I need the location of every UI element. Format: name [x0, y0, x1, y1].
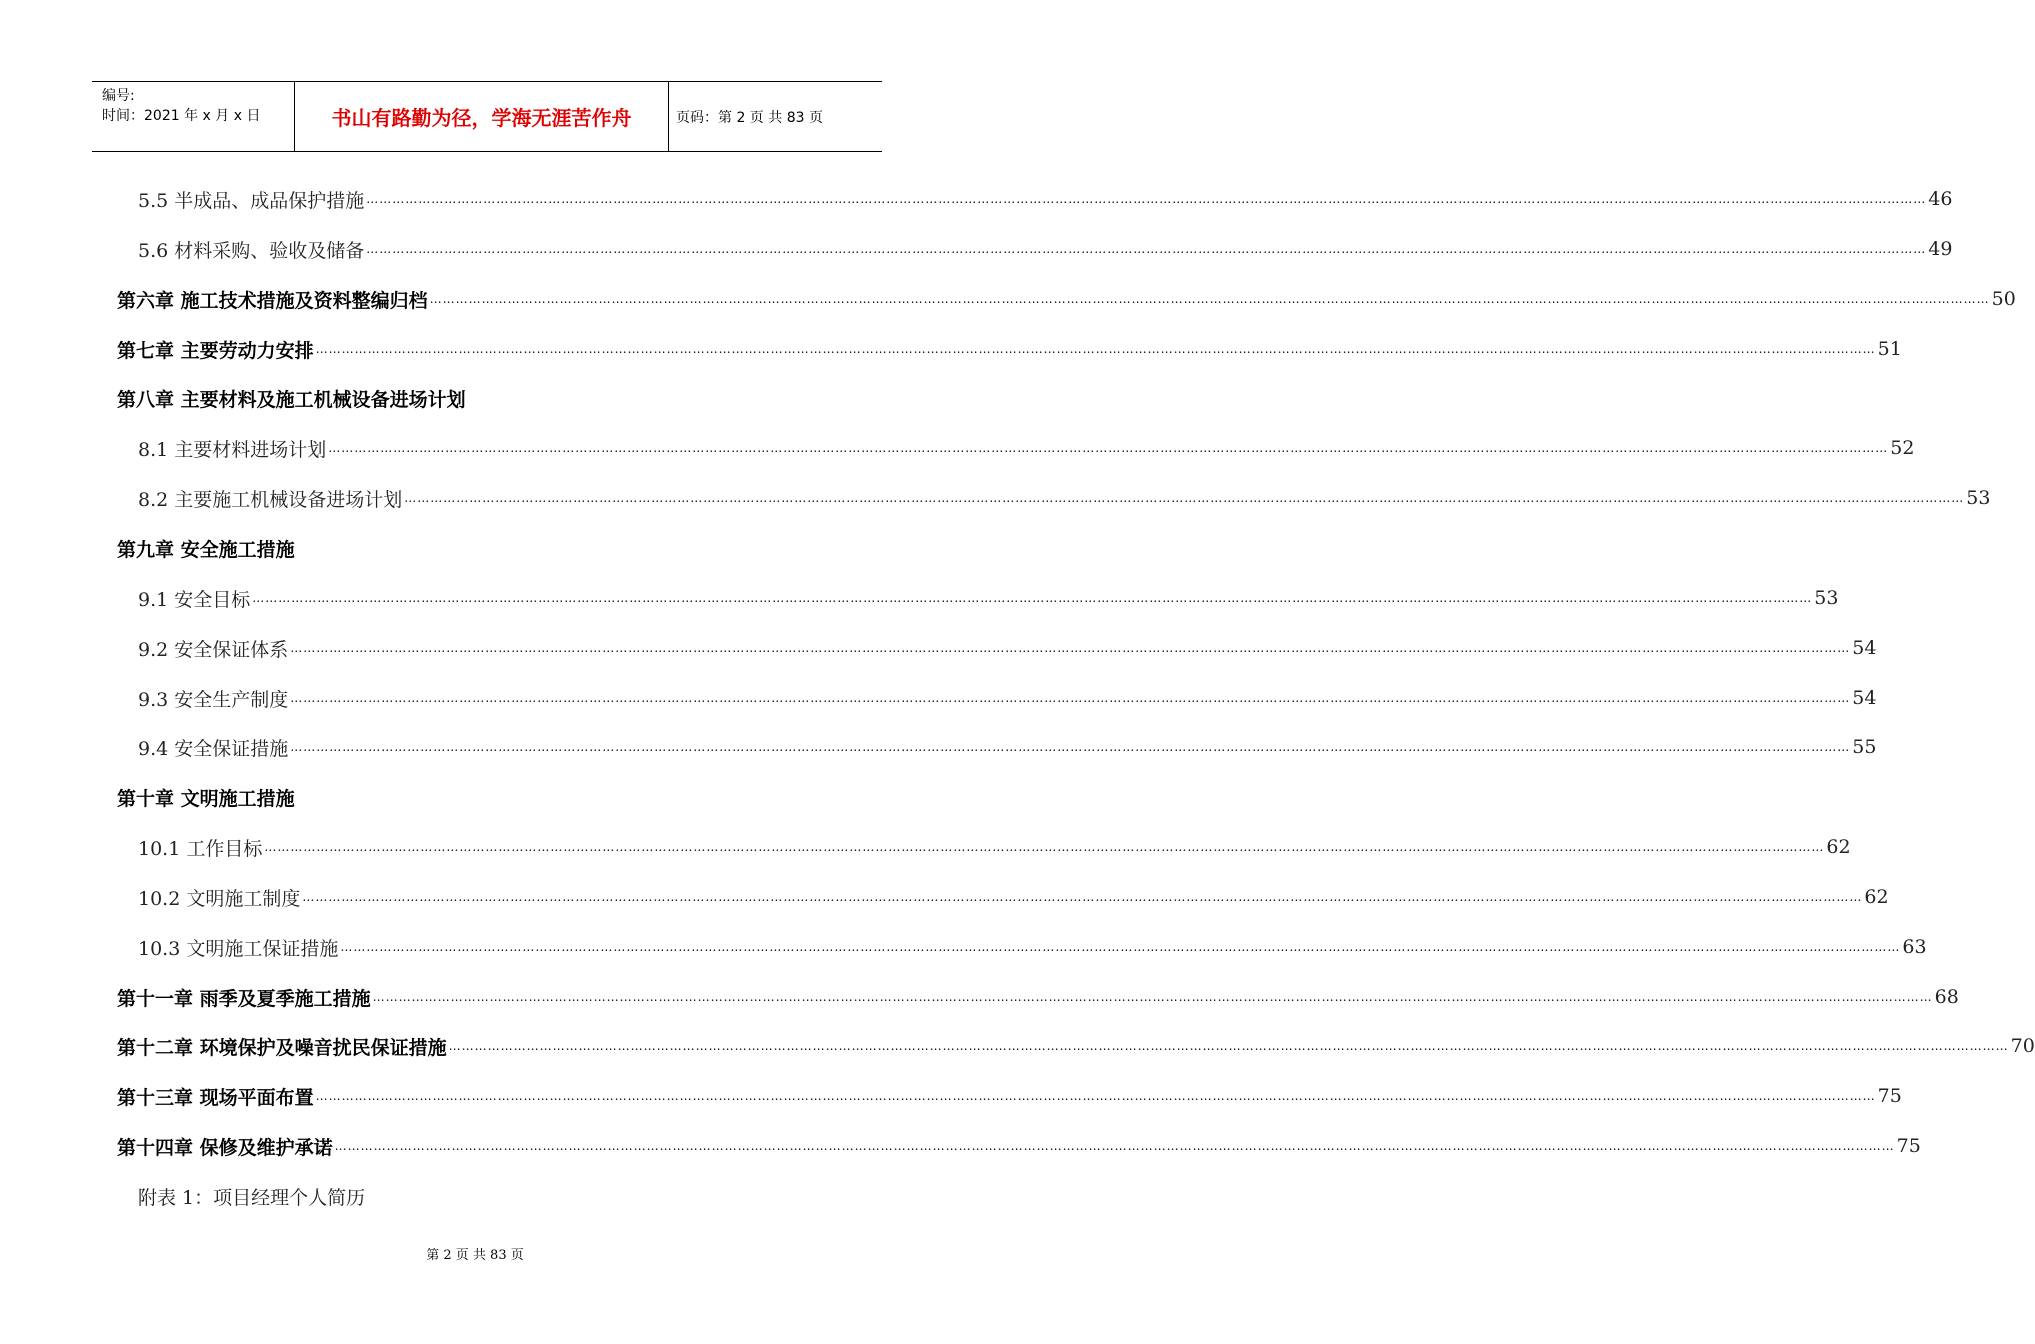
toc-page-number: 53	[1814, 587, 1839, 609]
toc-page-number: 62	[1864, 886, 1889, 908]
toc-chapter-entry[interactable]	[117, 1081, 1902, 1111]
toc-dot-leader: ………………………………………………………………………………………………………………………………………………………………………………………………………………………………………………………………………………………………………………………………	[290, 740, 1851, 754]
toc-chapter-entry[interactable]	[117, 982, 1959, 1012]
toc-entry-title: 10.2 文明施工制度	[138, 887, 301, 910]
toc-dot-leader: ………………………………………………………………………………………………………………………………………………………………………………………………………………………………………………………………………………………………………………………………	[264, 840, 1825, 854]
toc-section-entry[interactable]	[138, 483, 1991, 513]
toc-dot-leader: ………………………………………………………………………………………………………………………………………………………………………………………………………………………………………………………………………………………………………………………………	[334, 1139, 1895, 1153]
toc-section-entry[interactable]	[138, 234, 1953, 264]
toc-dot-leader: ………………………………………………………………………………………………………………………………………………………………………………………………………………………………………………………………………………………………………………………………	[290, 691, 1851, 705]
toc-section-entry[interactable]	[138, 633, 1877, 663]
toc-page-number: 68	[1934, 986, 1959, 1008]
toc-page-number: 63	[1902, 936, 1927, 958]
toc-page-number: 52	[1890, 437, 1915, 459]
toc-dot-leader: ………………………………………………………………………………………………………………………………………………………………………………………………………………………………………………………………………………………………………………………………	[448, 1039, 2009, 1053]
toc-section-entry[interactable]	[138, 683, 1877, 713]
toc-entry-title: 附表 1：项目经理个人简历	[138, 1186, 366, 1209]
toc-entry-title: 10.3 文明施工保证措施	[138, 937, 339, 960]
toc-dot-leader: ………………………………………………………………………………………………………………………………………………………………………………………………………………………………………………………………………………………………………………………………	[372, 990, 1933, 1004]
toc-chapter-entry[interactable]	[117, 533, 295, 563]
toc-entry-title: 第七章 主要劳动力安排	[117, 339, 314, 362]
document-time-label: 时间：2021 年 x 月 x 日	[102, 108, 261, 124]
toc-chapter-entry[interactable]	[117, 782, 295, 812]
toc-dot-leader: ………………………………………………………………………………………………………………………………………………………………………………………………………………………………………………………………………………………………………………………………	[429, 292, 1990, 306]
toc-entry-title: 第九章 安全施工措施	[117, 538, 295, 561]
toc-page-number: 70	[2010, 1035, 2035, 1057]
toc-dot-leader: ………………………………………………………………………………………………………………………………………………………………………………………………………………………………………………………………………………………………………………………………	[315, 342, 1876, 356]
toc-entry-title: 第八章 主要材料及施工机械设备进场计划	[117, 388, 466, 411]
toc-entry-title: 第十四章 保修及维护承诺	[117, 1136, 333, 1159]
toc-dot-leader: ………………………………………………………………………………………………………………………………………………………………………………………………………………………………………………………………………………………………………………………………	[366, 242, 1927, 256]
toc-dot-leader: ………………………………………………………………………………………………………………………………………………………………………………………………………………………………………………………………………………………………………………………………	[340, 940, 1901, 954]
toc-dot-leader: ………………………………………………………………………………………………………………………………………………………………………………………………………………………………………………………………………………………………………………………………	[328, 441, 1889, 455]
toc-page-number: 54	[1852, 637, 1877, 659]
toc-section-entry[interactable]	[138, 583, 1839, 613]
toc-entry-title: 9.1 安全目标	[138, 588, 251, 611]
toc-chapter-entry[interactable]	[117, 1031, 2035, 1061]
header-page-label: 页码：第 2 页 共 83 页	[676, 109, 823, 126]
toc-chapter-entry[interactable]	[117, 284, 2016, 314]
document-number-label: 编号:	[102, 88, 135, 104]
toc-dot-leader: ………………………………………………………………………………………………………………………………………………………………………………………………………………………………………………………………………………………………………………………………	[366, 192, 1927, 206]
toc-section-entry[interactable]	[138, 732, 1877, 762]
toc-entry-title: 9.3 安全生产制度	[138, 688, 289, 711]
toc-entry-title: 第六章 施工技术措施及资料整编归档	[117, 289, 428, 312]
toc-section-entry[interactable]	[138, 184, 1953, 214]
toc-section-entry[interactable]	[138, 932, 1927, 962]
toc-entry-title: 第十二章 环境保护及噪音扰民保证措施	[117, 1036, 447, 1059]
page-header	[92, 81, 882, 152]
toc-page-number: 54	[1852, 687, 1877, 709]
toc-entry-title: 9.2 安全保证体系	[138, 638, 289, 661]
toc-dot-leader: ………………………………………………………………………………………………………………………………………………………………………………………………………………………………………………………………………………………………………………………………	[315, 1089, 1876, 1103]
page-footer: 第 2 页 共 83 页	[426, 1248, 524, 1263]
toc-page-number: 51	[1877, 338, 1902, 360]
toc-dot-leader: ………………………………………………………………………………………………………………………………………………………………………………………………………………………………………………………………………………………………………………………………	[290, 641, 1851, 655]
toc-section-entry[interactable]	[138, 433, 1915, 463]
toc-entry-title: 第十一章 雨季及夏季施工措施	[117, 987, 371, 1010]
toc-entry-title: 第十三章 现场平面布置	[117, 1086, 314, 1109]
toc-entry-title: 8.2 主要施工机械设备进场计划	[138, 488, 403, 511]
toc-page-number: 55	[1852, 736, 1877, 758]
toc-page-number: 49	[1928, 238, 1953, 260]
toc-section-entry[interactable]	[138, 832, 1851, 862]
header-motto: 书山有路勤为径，学海无涯苦作舟	[294, 82, 669, 151]
toc-page-number: 53	[1966, 487, 1991, 509]
header-meta	[102, 86, 260, 126]
toc-entry-title: 5.5 半成品、成品保护措施	[138, 189, 365, 212]
toc-chapter-entry[interactable]	[117, 334, 1902, 364]
toc-entry-title: 10.1 工作目标	[138, 837, 263, 860]
toc-entry-title: 9.4 安全保证措施	[138, 737, 289, 760]
toc-dot-leader: ………………………………………………………………………………………………………………………………………………………………………………………………………………………………………………………………………………………………………………………………	[252, 591, 1813, 605]
toc-section-entry[interactable]	[138, 1181, 365, 1211]
toc-page-number: 62	[1826, 836, 1851, 858]
toc-chapter-entry[interactable]	[117, 1131, 1921, 1161]
toc-entry-title: 第十章 文明施工措施	[117, 787, 295, 810]
toc-page-number: 75	[1877, 1085, 1902, 1107]
toc-page-number: 50	[1991, 288, 2016, 310]
toc-chapter-entry[interactable]	[117, 383, 466, 413]
toc-page-number: 46	[1928, 188, 1953, 210]
toc-entry-title: 8.1 主要材料进场计划	[138, 438, 327, 461]
toc-section-entry[interactable]	[138, 882, 1889, 912]
toc-dot-leader: ………………………………………………………………………………………………………………………………………………………………………………………………………………………………………………………………………………………………………………………………	[302, 890, 1863, 904]
toc-entry-title: 5.6 材料采购、验收及储备	[138, 239, 365, 262]
toc-page-number: 75	[1896, 1135, 1921, 1157]
toc-dot-leader: ………………………………………………………………………………………………………………………………………………………………………………………………………………………………………………………………………………………………………………………………	[404, 491, 1965, 505]
